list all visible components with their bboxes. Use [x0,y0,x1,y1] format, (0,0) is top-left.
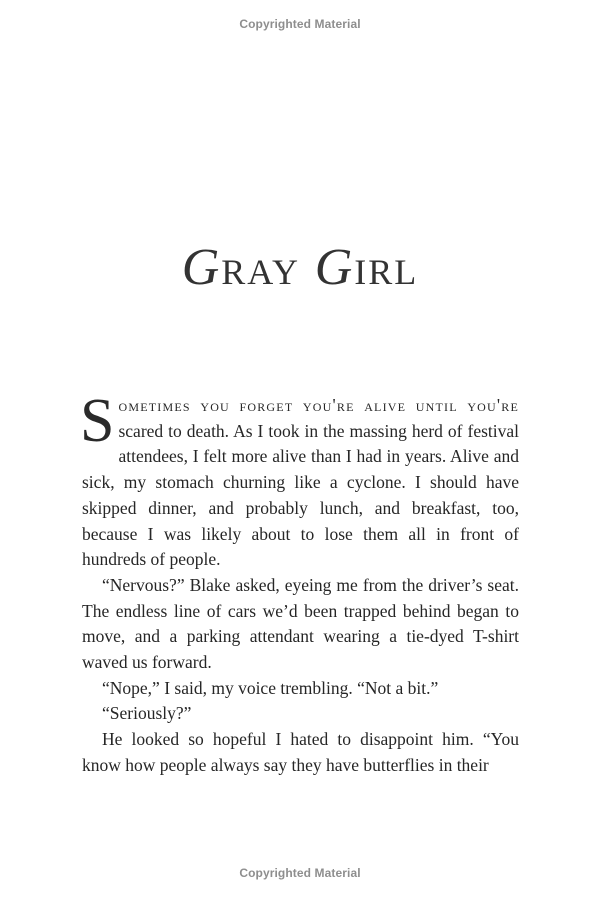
title-initial-g-second: G [314,239,355,296]
opening-small-caps: ometimes you forget you're alive until you're [118,395,519,415]
paragraph-2: “Nervous?” Blake asked, eyeing me from the driver’s seat. The endless line of cars we’d been trapped behind began to move, and a parking attendant wearing a tie-dyed T-shirt waved us forward. [82,574,519,673]
title-initial-g: G [181,239,222,296]
chapter-body [80,387,519,779]
paragraph-1 [80,387,519,573]
paragraph-4: “Seriously?” [102,703,192,724]
paragraph-3: “Nope,” I said, my voice trembling. “Not a bit.” [102,677,439,698]
paragraph-1-text: scared to death. As I took in the massing herd of festival attendees, I felt more alive than I had in years. Alive and sick, my stomach churning like a cyclone. I should have skipped dinner, and probably lunch, and breakfast, too, because I was likely about to lose them all in front of hundreds of people. [82,420,519,570]
chapter-title [0,238,600,297]
paragraph-5: He looked so hopeful I hated to disappoint him. “You know how people always say they have butterflies in their [82,729,519,775]
title-word-rest: RAY [221,252,300,292]
copyright-watermark-bottom: Copyrighted Material [239,866,361,880]
drop-cap: S [80,387,115,455]
title-word-rest-second: IRL [354,252,419,292]
copyright-watermark-top: Copyrighted Material [239,17,361,31]
